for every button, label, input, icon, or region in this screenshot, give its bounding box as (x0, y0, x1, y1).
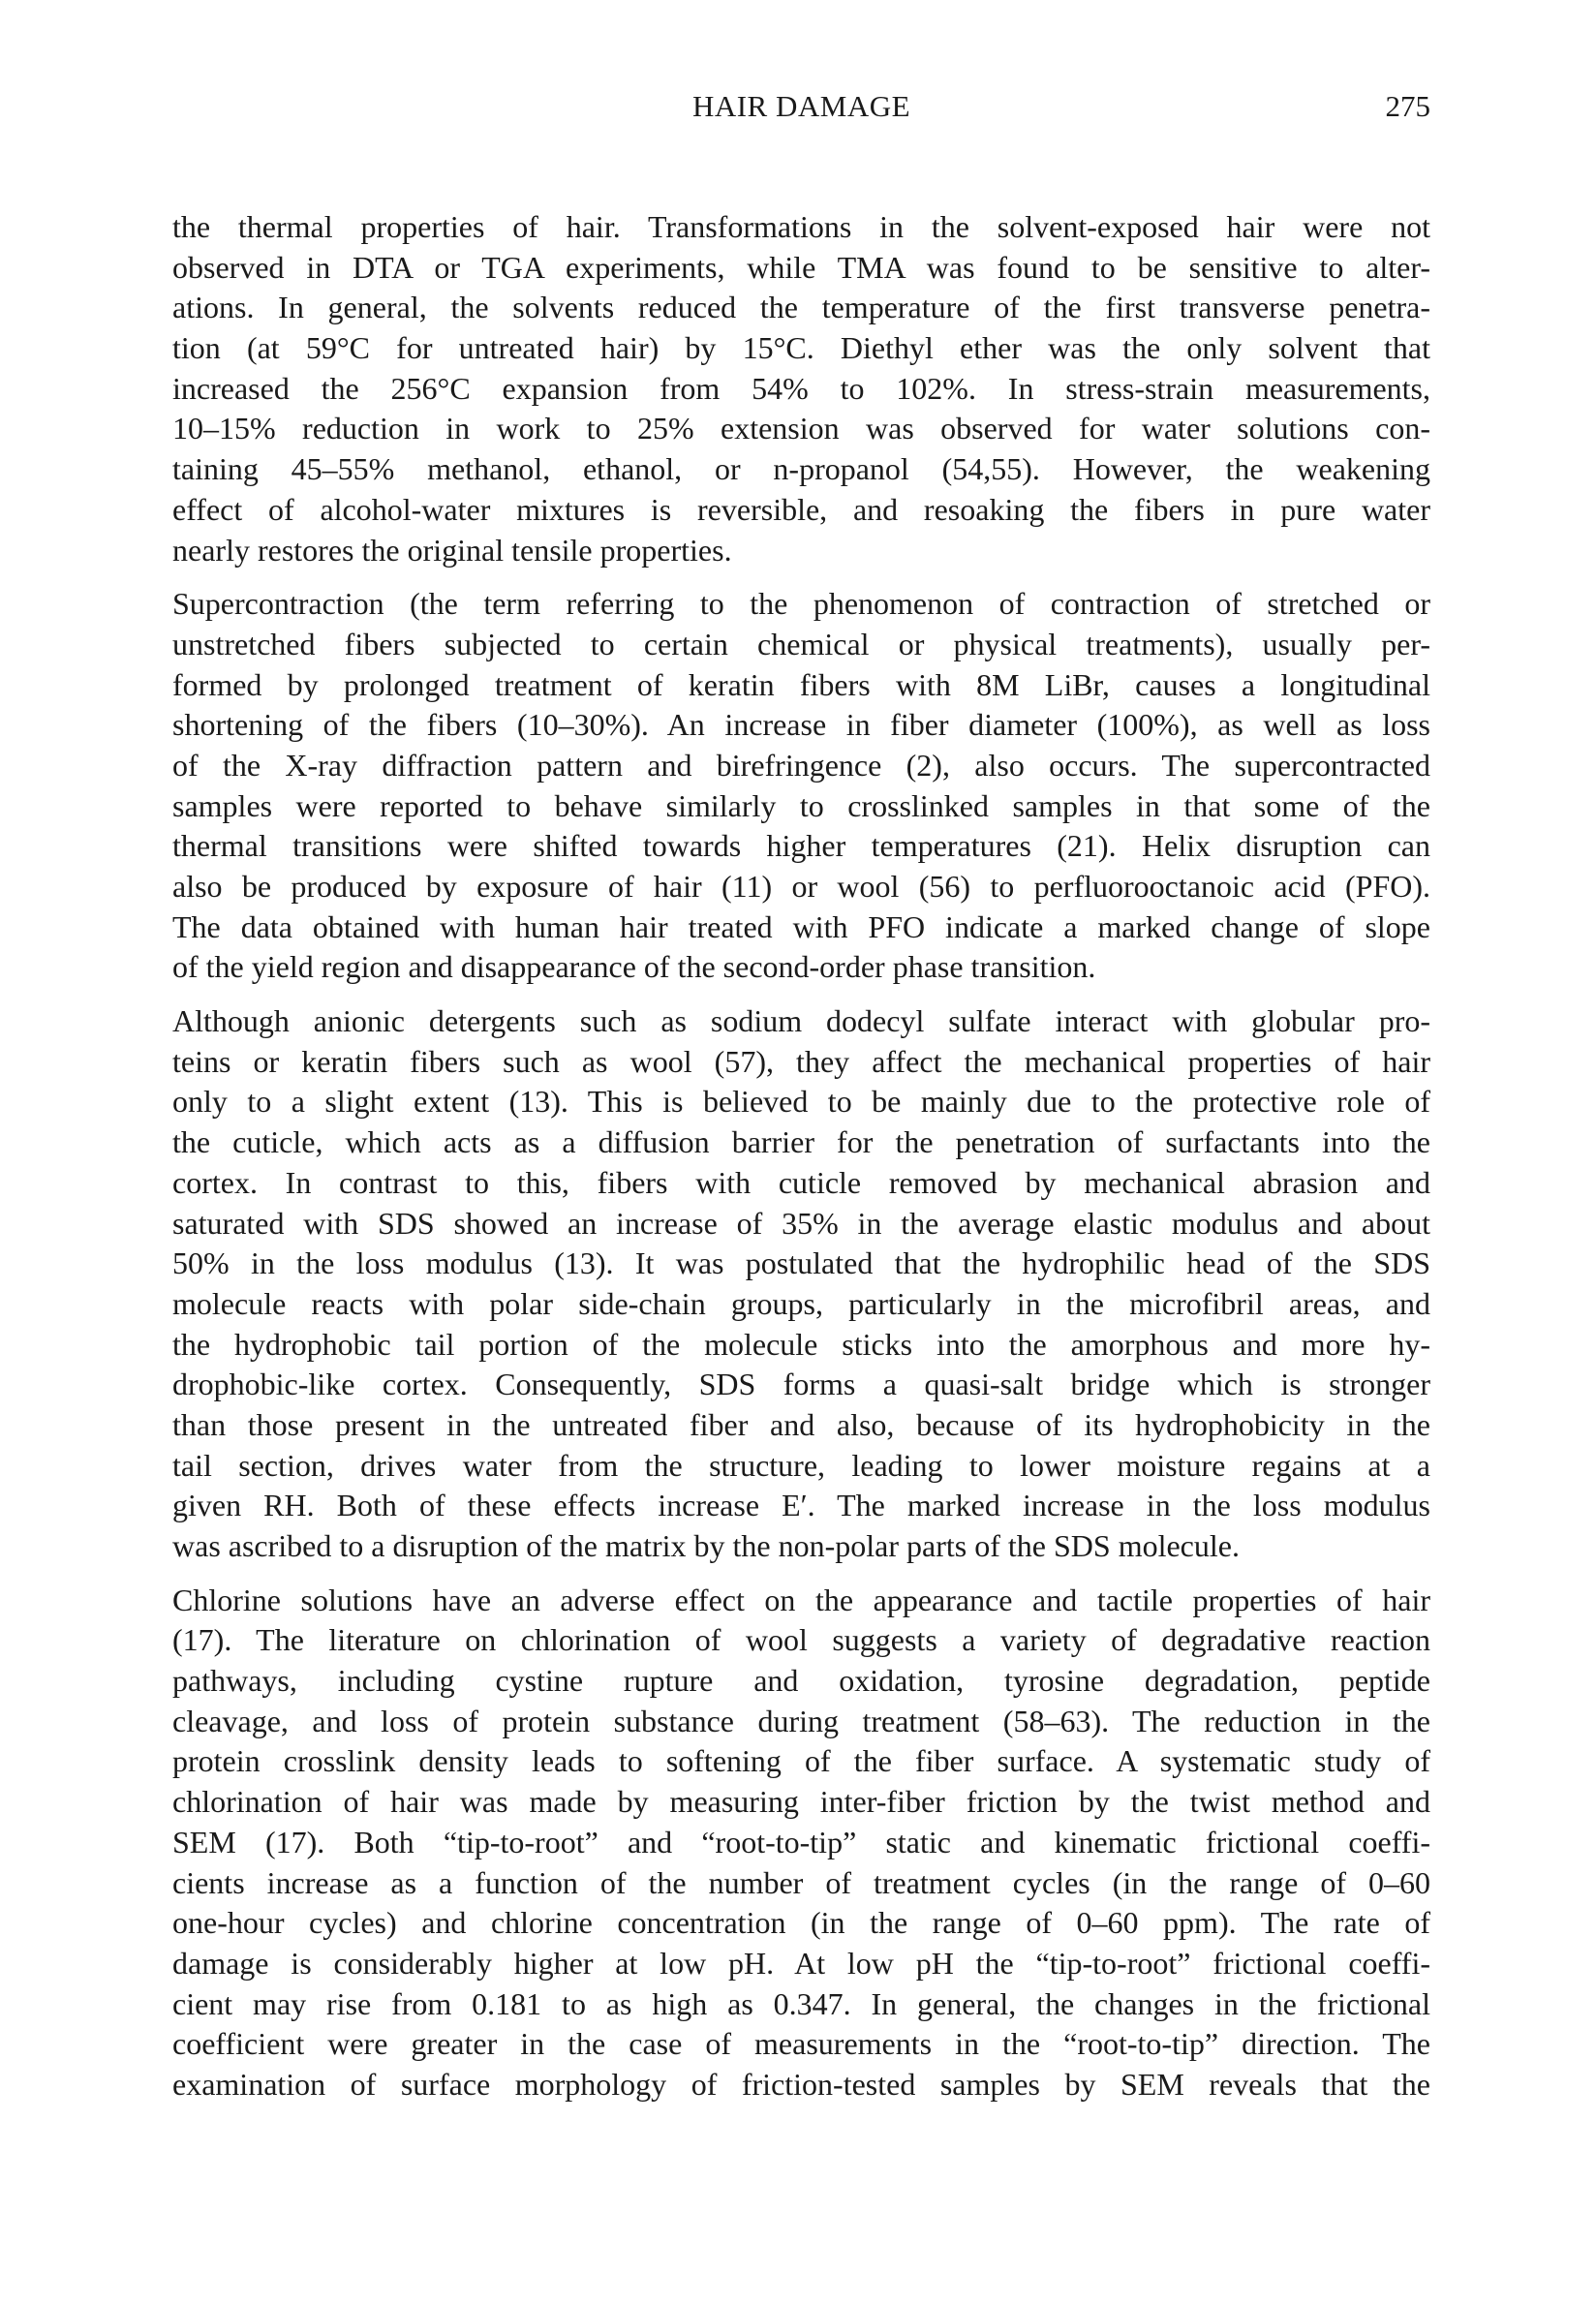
text-line: given RH. Both of these effects increase E′. The marked increase in the loss modulus (172, 1488, 1430, 1523)
text-line: cients increase as a function of the number of treatment cycles (in the range of 0–60 (172, 1864, 1430, 1900)
text-line: The data obtained with human hair treated with PFO indicate a marked change of slope (172, 908, 1430, 944)
text-line: teins or keratin fibers such as wool (57), they affect the mechanical properties of hair (172, 1043, 1430, 1079)
text-line: 50% in the loss modulus (13). It was postulated that the hydrophilic head of the SDS (172, 1245, 1430, 1281)
text-line: coefficient were greater in the case of measurements in the “root-to-tip” direction. The (172, 2026, 1430, 2062)
text-line: shortening of the fibers (10–30%). An increase in fiber diameter (100%), as well as loss (172, 707, 1430, 743)
text-line: 10–15% reduction in work to 25% extension was observed for water solutions con- (172, 411, 1430, 446)
text-line: taining 45–55% methanol, ethanol, or n-propanol (54,55). However, the weakening (172, 451, 1430, 487)
text-line: one-hour cycles) and chlorine concentration (in the range of 0–60 ppm). The rate of (172, 1905, 1430, 1941)
text-line: chlorination of hair was made by measuring inter-fiber friction by the twist method and (172, 1784, 1430, 1820)
text-line: SEM (17). Both “tip-to-root” and “root-to-tip” static and kinematic frictional coeffi- (172, 1824, 1430, 1859)
running-title: HAIR DAMAGE (691, 89, 911, 123)
text-line: pathways, including cystine rupture and oxidation, tyrosine degradation, peptide (172, 1663, 1430, 1699)
text-line: samples were reported to behave similarly to crosslinked samples in that some of the (172, 787, 1430, 823)
text-line: cleavage, and loss of protein substance during treatment (58–63). The reduction in the (172, 1703, 1430, 1738)
text-line: saturated with SDS showed an increase of 35% in the average elastic modulus and about (172, 1205, 1430, 1241)
body-text (172, 207, 1430, 2119)
page-number: 275 (1385, 89, 1430, 123)
text-line: increased the 256°C expansion from 54% to 102%. In stress-strain measurements, (172, 370, 1430, 406)
text-line: nearly restores the original tensile properties. (172, 532, 732, 568)
paragraph (172, 584, 1430, 988)
text-line: the cuticle, which acts as a diffusion barrier for the penetration of surfactants into the (172, 1124, 1430, 1160)
text-line: examination of surface morphology of friction-tested samples by SEM reveals that the (172, 2066, 1430, 2102)
text-line: Although anionic detergents such as sodium dodecyl sulfate interact with globular pro- (172, 1003, 1430, 1039)
text-line: cient may rise from 0.181 to as high as 0.347. In general, the changes in the frictional (172, 1985, 1430, 2021)
text-line: than those present in the untreated fiber and also, because of its hydrophobicity in the (172, 1406, 1430, 1442)
page-header (172, 89, 1430, 132)
text-line: of the X-ray diffraction pattern and birefringence (2), also occurs. The supercontracted (172, 747, 1430, 783)
text-line: was ascribed to a disruption of the matrix by the non-polar parts of the SDS molecule. (172, 1528, 1240, 1563)
text-line: ations. In general, the solvents reduced the temperature of the first transverse penetra- (172, 290, 1430, 325)
text-line: (17). The literature on chlorination of wool suggests a variety of degradative reaction (172, 1622, 1430, 1658)
paragraph (172, 207, 1430, 570)
paragraph (172, 1581, 1430, 2105)
text-line: damage is considerably higher at low pH. At low pH the “tip-to-root” frictional coeffi- (172, 1945, 1430, 1981)
paragraph (172, 1001, 1430, 1567)
text-line: observed in DTA or TGA experiments, while TMA was found to be sensitive to alter- (172, 249, 1430, 285)
text-line: effect of alcohol-water mixtures is reversible, and resoaking the fibers in pure water (172, 491, 1430, 527)
text-line: drophobic-like cortex. Consequently, SDS forms a quasi-salt bridge which is stronger (172, 1367, 1430, 1402)
text-line: tion (at 59°C for untreated hair) by 15°C. Diethyl ether was the only solvent that (172, 330, 1430, 366)
text-line: thermal transitions were shifted towards higher temperatures (21). Helix disruption can (172, 828, 1430, 864)
text-line: molecule reacts with polar side-chain groups, particularly in the microfibril areas, and (172, 1285, 1430, 1321)
text-line: of the yield region and disappearance of the second-order phase transition. (172, 949, 1096, 985)
text-line: Supercontraction (the term referring to the phenomenon of contraction of stretched or (172, 586, 1430, 622)
text-line: unstretched fibers subjected to certain chemical or physical treatments), usually per- (172, 626, 1430, 661)
text-line: Chlorine solutions have an adverse effect on the appearance and tactile properties of hair (172, 1582, 1430, 1617)
text-line: only to a slight extent (13). This is believed to be mainly due to the protective role of (172, 1084, 1430, 1120)
text-line: the thermal properties of hair. Transformations in the solvent-exposed hair were not (172, 209, 1430, 244)
text-line: tail section, drives water from the structure, leading to lower moisture regains at a (172, 1447, 1430, 1483)
text-line: cortex. In contrast to this, fibers with cuticle removed by mechanical abrasion and (172, 1164, 1430, 1200)
text-line: also be produced by exposure of hair (11) or wool (56) to perfluorooctanoic acid (PFO). (172, 869, 1430, 904)
text-line: formed by prolonged treatment of keratin fibers with 8M LiBr, causes a longitudinal (172, 666, 1430, 702)
text-line: the hydrophobic tail portion of the molecule sticks into the amorphous and more hy- (172, 1326, 1430, 1362)
text-line: protein crosslink density leads to softening of the fiber surface. A systematic study of (172, 1743, 1430, 1779)
